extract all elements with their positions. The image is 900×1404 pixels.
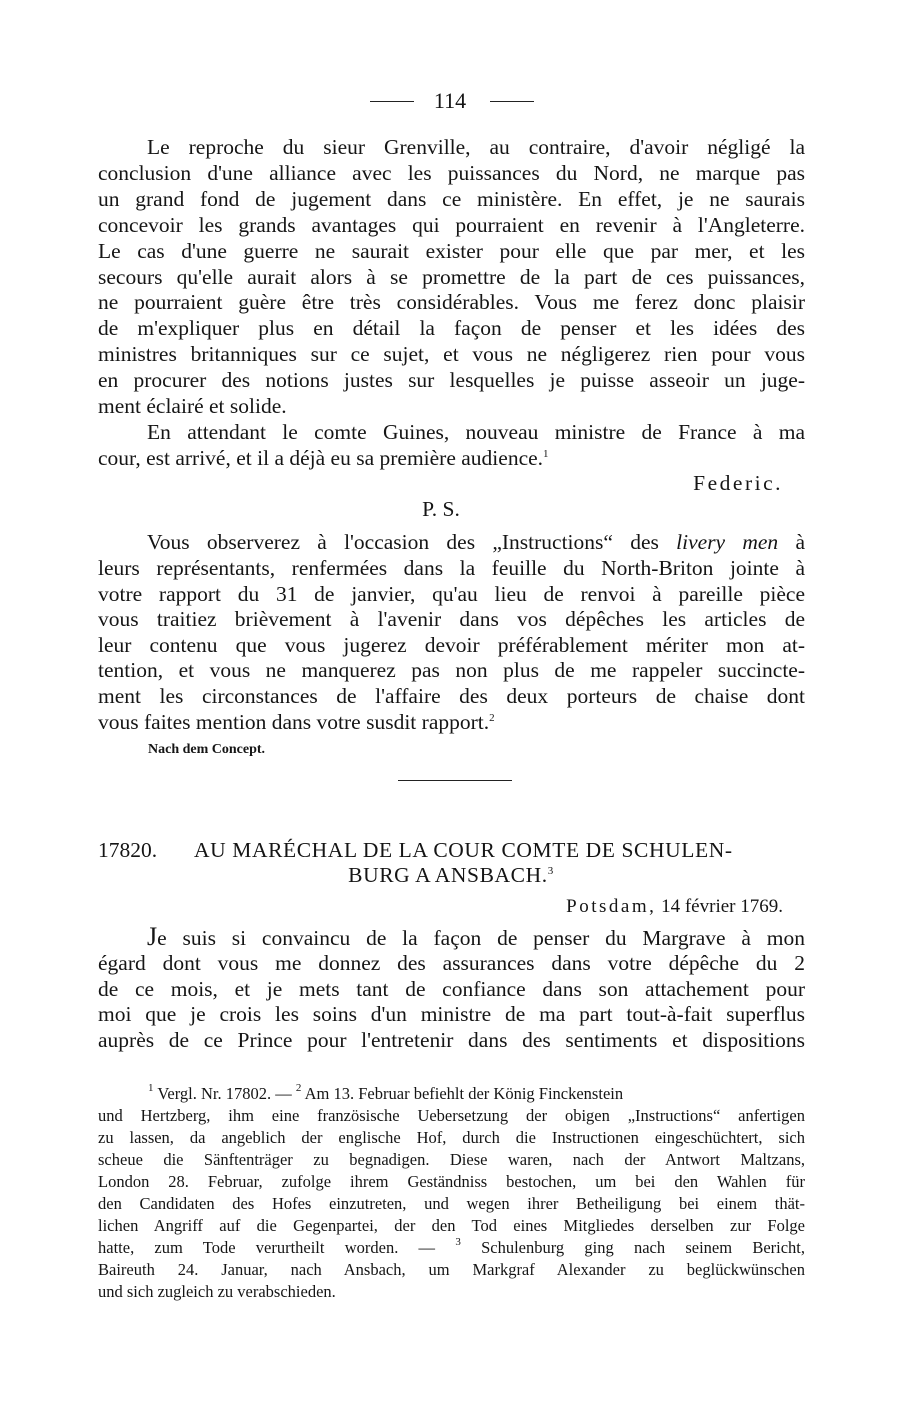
text-line [147, 529, 805, 555]
text-line: secours qu'elle aurait alors à se promettre de la part de ces puissances, [98, 265, 805, 289]
text-line: vous traitiez brièvement à l'avenir dans vos dépêches les articles de [98, 607, 805, 631]
source-note: Nach dem Concept. [148, 742, 266, 757]
signature: Federic. [693, 471, 783, 495]
footnote-line: zu lassen, da angeblich der englische Hof, durch die Instructionen eingeschüchtert, sich [98, 1128, 805, 1147]
letter2-title-line2 [98, 862, 804, 888]
text-line: En attendant le comte Guines, nouveau ministre de France à ma [147, 420, 805, 444]
text-line: leur contenu que vous jugerez devoir préférablement mériter mon at- [98, 633, 805, 657]
footnote-line: und sich zugleich zu verabschieden. [98, 1282, 336, 1301]
footnote-ref: 3 [547, 865, 554, 877]
italic-phrase: livery men [676, 530, 779, 554]
footnote-ref: 2 [489, 712, 495, 724]
text-line: concevoir les grands avantages qui pourraient en revenir à l'Angleterre. [98, 213, 805, 237]
footnote-line: scheue die Sänftenträger zu begnadigen. Diese waren, nach der Antwort Maltzans, [98, 1150, 805, 1169]
text-span: à [778, 530, 805, 554]
text-line: un grand fond de jugement dans ce ministère. En effet, je ne saurais [98, 187, 805, 211]
text-span: cour, est arrivé, et il a déjà eu sa première audience. [98, 446, 544, 470]
page-number: 114 [433, 88, 467, 113]
footnote-line: und Hertzberg, ihm eine französische Uebersetzung der obigen „Instructions“ anfertigen [98, 1106, 805, 1125]
footnote-line: Baireuth 24. Januar, nach Ansbach, um Markgraf Alexander zu beglückwünschen [98, 1260, 805, 1279]
text-span: Schulenburg ging nach seinem Bericht, [481, 1238, 806, 1257]
text-line: tention, et vous ne manquerez pas non plus de me rappeler succincte- [98, 658, 805, 682]
letter-number: 17820. [98, 838, 158, 862]
text-line: égard dont vous me donnez des assurances dans votre dépêche du 2 [98, 951, 805, 975]
text-span: BURG A ANSBACH. [348, 863, 548, 887]
footnote-marker: 3 [455, 1236, 461, 1248]
initial-letter: J [147, 922, 158, 951]
ps-heading: P. S. [422, 497, 460, 521]
text-line: en procurer des notions justes sur lesquelles je puisse asseoir un juge- [98, 368, 805, 392]
letter2-title-line1 [98, 837, 804, 863]
text-line: auprès de ce Prince pour l'entretenir dans des sentiments et dispositions [98, 1028, 805, 1052]
place-date [98, 894, 783, 920]
text-line [147, 924, 805, 950]
footnote-marker: 1 [148, 1082, 154, 1094]
footnote-ref: 1 [543, 448, 549, 460]
date: 14 février 1769. [661, 896, 783, 917]
text-line: de ce mois, et je mets tant de confiance dans son attachement pour [98, 977, 805, 1001]
footnote-line [98, 1237, 805, 1259]
letter-title: AU MARÉCHAL DE LA COUR COMTE DE SCHULEN- [194, 838, 733, 862]
text-line: ment les circonstances de l'affaire des deux porteurs de chaise dont [98, 684, 805, 708]
footnote-line [148, 1083, 855, 1105]
text-line: ne pourraient guère être très considérables. Vous me ferez donc plaisir [98, 290, 805, 314]
text-line: conclusion d'une alliance avec les puissances du Nord, ne marque pas [98, 161, 805, 185]
text-span: hatte, zum Tode verurtheilt worden. — [98, 1238, 436, 1257]
footnote-line: London 28. Februar, zufolge ihrem Geständniss bestochen, um bei den Wahlen für [98, 1172, 805, 1191]
text-line: ministres britanniques sur ce sujet, et vous ne négligerez rien pour vous [98, 342, 805, 366]
place: Potsdam, [566, 896, 657, 917]
text-line [98, 709, 805, 735]
text-span: Am 13. Februar befiehlt der König Finckenstein [304, 1084, 624, 1103]
text-line [98, 445, 805, 471]
header-rule-left [370, 101, 414, 102]
text-line: Le cas d'une guerre ne saurait exister pour elle que par mer, et les [98, 239, 805, 263]
text-span: vous faites mention dans votre susdit rapport. [98, 710, 490, 734]
footnote-line: den Candidaten des Hofes einzutreten, und wegen ihrer Betheiligung bei einem thät- [98, 1194, 805, 1213]
text-line: ment éclairé et solide. [98, 394, 287, 418]
text-span: Vous observerez à l'occasion des „Instructions“ des [147, 530, 677, 554]
text-span: Vergl. Nr. 17802. — [157, 1084, 292, 1103]
text-line: moi que je crois les soins d'un ministre de ma part tout-à-fait superflus [98, 1002, 805, 1026]
footnote-marker: 2 [295, 1082, 302, 1094]
text-line: Le reproche du sieur Grenville, au contraire, d'avoir négligé la [147, 135, 805, 159]
text-line: de m'expliquer plus en détail la façon de penser et les idées des [98, 316, 805, 340]
section-divider [398, 780, 512, 781]
text-line: leurs représentants, renfermées dans la feuille du North-Briton jointe à [98, 556, 805, 580]
footnote-line: lichen Angriff auf die Gegenpartei, der den Tod eines Mitgliedes derselben zur Folge [98, 1216, 805, 1235]
header-rule-right [490, 101, 534, 102]
text-span: e suis si convaincu de la façon de penser du Margrave à mon [157, 926, 805, 950]
text-line: votre rapport du 31 de janvier, qu'au lieu de renvoi à pareille pièce [98, 582, 805, 606]
